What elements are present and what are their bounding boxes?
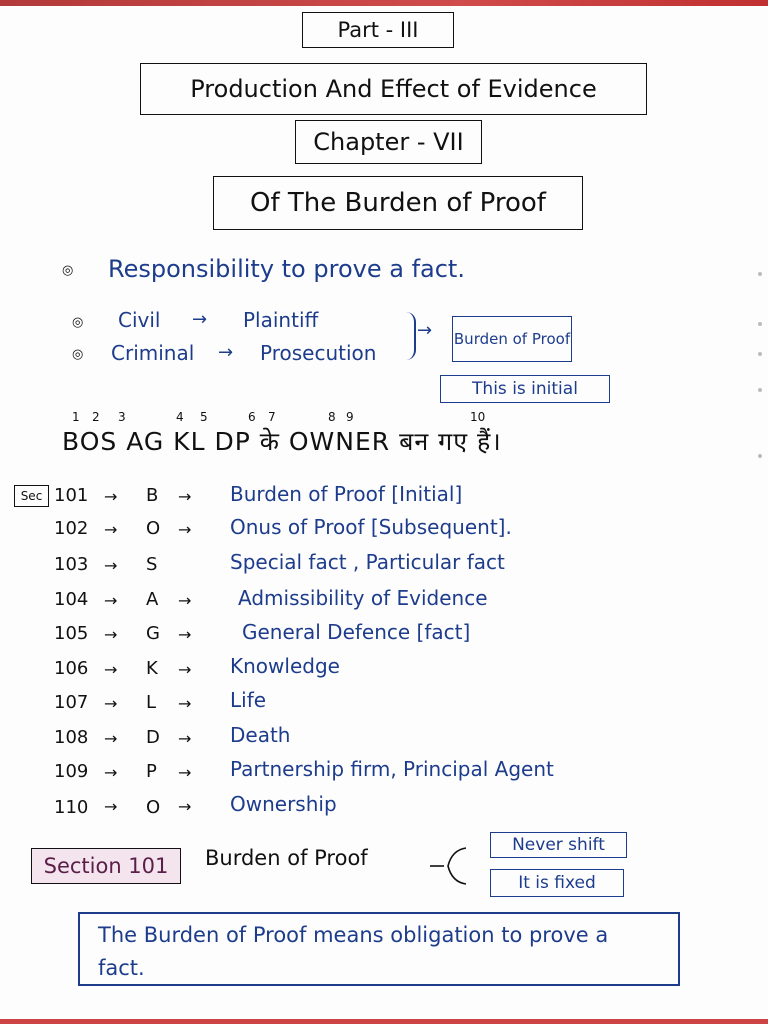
arrow-icon: →	[178, 694, 192, 713]
arrow-icon: →	[104, 591, 118, 610]
definition-box: The Burden of Proof means obligation to prove a fact.	[78, 912, 680, 986]
section-letter: L	[146, 692, 157, 713]
section-101-text: Burden of Proof	[205, 846, 368, 870]
arrow-icon: →	[178, 520, 192, 539]
section-number: 107	[54, 692, 89, 713]
mnemonic-number: 5	[200, 410, 208, 424]
criminal-value: Prosecution	[260, 341, 377, 365]
topic-title: Production And Effect of Evidence	[140, 63, 647, 115]
margin-dot	[758, 454, 762, 458]
chapter-title: Chapter - VII	[295, 120, 482, 164]
section-number: 109	[54, 761, 89, 782]
section-description: Onus of Proof [Subsequent].	[230, 515, 512, 539]
arrow-icon: →	[104, 660, 118, 679]
mnemonic-number: 2	[92, 410, 100, 424]
part-title: Part - III	[302, 12, 454, 48]
arrow-icon: →	[178, 487, 192, 506]
section-letter: O	[146, 518, 161, 539]
arrow-icon: →	[104, 763, 118, 782]
section-number: 104	[54, 589, 89, 610]
section-description: General Defence [fact]	[242, 620, 471, 644]
mnemonic-number: 6	[248, 410, 256, 424]
arrow-icon: →	[178, 729, 192, 748]
bullet-icon: ◎	[72, 315, 84, 330]
burden-of-proof-box: Burden of Proof	[452, 316, 572, 362]
mnemonic-number: 10	[470, 410, 486, 424]
section-description: Burden of Proof [Initial]	[230, 482, 463, 506]
arrow-icon: →	[104, 556, 118, 575]
bullet-icon: ◎	[62, 263, 74, 278]
arrow-icon: →	[178, 660, 192, 679]
section-number: 110	[54, 797, 89, 818]
arrow-icon: →	[104, 487, 118, 506]
initial-note-box: This is initial	[440, 375, 610, 403]
section-number: 106	[54, 658, 89, 679]
arrow-icon: →	[104, 625, 118, 644]
section-number: 108	[54, 727, 89, 748]
section-letter: D	[146, 727, 160, 748]
mnemonic-number: 3	[118, 410, 126, 424]
mnemonic-number: 4	[176, 410, 184, 424]
margin-dot	[758, 272, 762, 276]
never-shift-box: Never shift	[490, 832, 627, 858]
section-letter: B	[146, 485, 159, 506]
arrow-icon: →	[417, 320, 433, 341]
mnemonic-line: BOS AG KL DP के OWNER बन गए हैं।	[62, 427, 502, 456]
arrow-icon: →	[178, 797, 192, 816]
arrow-icon: →	[178, 625, 192, 644]
section-description: Partnership firm, Principal Agent	[230, 757, 554, 781]
arrow-icon: →	[178, 591, 192, 610]
section-description: Ownership	[230, 792, 337, 816]
section-number: 103	[54, 554, 89, 575]
margin-dot	[758, 322, 762, 326]
page-bottom-edge	[0, 1019, 768, 1024]
section-letter: K	[146, 658, 158, 679]
arrow-icon: →	[104, 797, 118, 816]
section-description: Life	[230, 688, 267, 712]
section-letter: O	[146, 797, 161, 818]
section-letter: S	[146, 554, 158, 575]
margin-dot	[758, 388, 762, 392]
arrow-icon: →	[192, 309, 208, 330]
it-is-fixed-box: It is fixed	[490, 869, 624, 897]
section-description: Admissibility of Evidence	[238, 586, 488, 610]
bullet-icon: ◎	[72, 347, 84, 362]
arrow-icon: →	[218, 342, 234, 363]
sec-label: Sec	[14, 485, 49, 507]
fork-arrow-icon	[430, 844, 468, 888]
section-letter: G	[146, 623, 160, 644]
mnemonic-number: 7	[268, 410, 276, 424]
page-top-edge	[0, 0, 768, 6]
section-number: 101	[54, 485, 89, 506]
subject-title: Of The Burden of Proof	[213, 176, 583, 230]
section-letter: P	[146, 761, 157, 782]
arrow-icon: →	[104, 694, 118, 713]
criminal-label: Criminal	[111, 341, 195, 365]
section-letter: A	[146, 589, 159, 610]
margin-dot	[758, 352, 762, 356]
section-number: 102	[54, 518, 89, 539]
mnemonic-number: 8	[328, 410, 336, 424]
section-101-label: Section 101	[31, 848, 181, 884]
mnemonic-number: 9	[346, 410, 354, 424]
brace-icon	[404, 312, 416, 360]
section-description: Death	[230, 723, 291, 747]
section-description: Special fact , Particular fact	[230, 550, 505, 574]
arrow-icon: →	[104, 729, 118, 748]
civil-value: Plaintiff	[243, 308, 319, 332]
arrow-icon: →	[104, 520, 118, 539]
section-description: Knowledge	[230, 654, 340, 678]
section-number: 105	[54, 623, 89, 644]
mnemonic-number: 1	[72, 410, 80, 424]
civil-label: Civil	[118, 308, 161, 332]
responsibility-definition: Responsibility to prove a fact.	[108, 255, 465, 283]
arrow-icon: →	[178, 763, 192, 782]
